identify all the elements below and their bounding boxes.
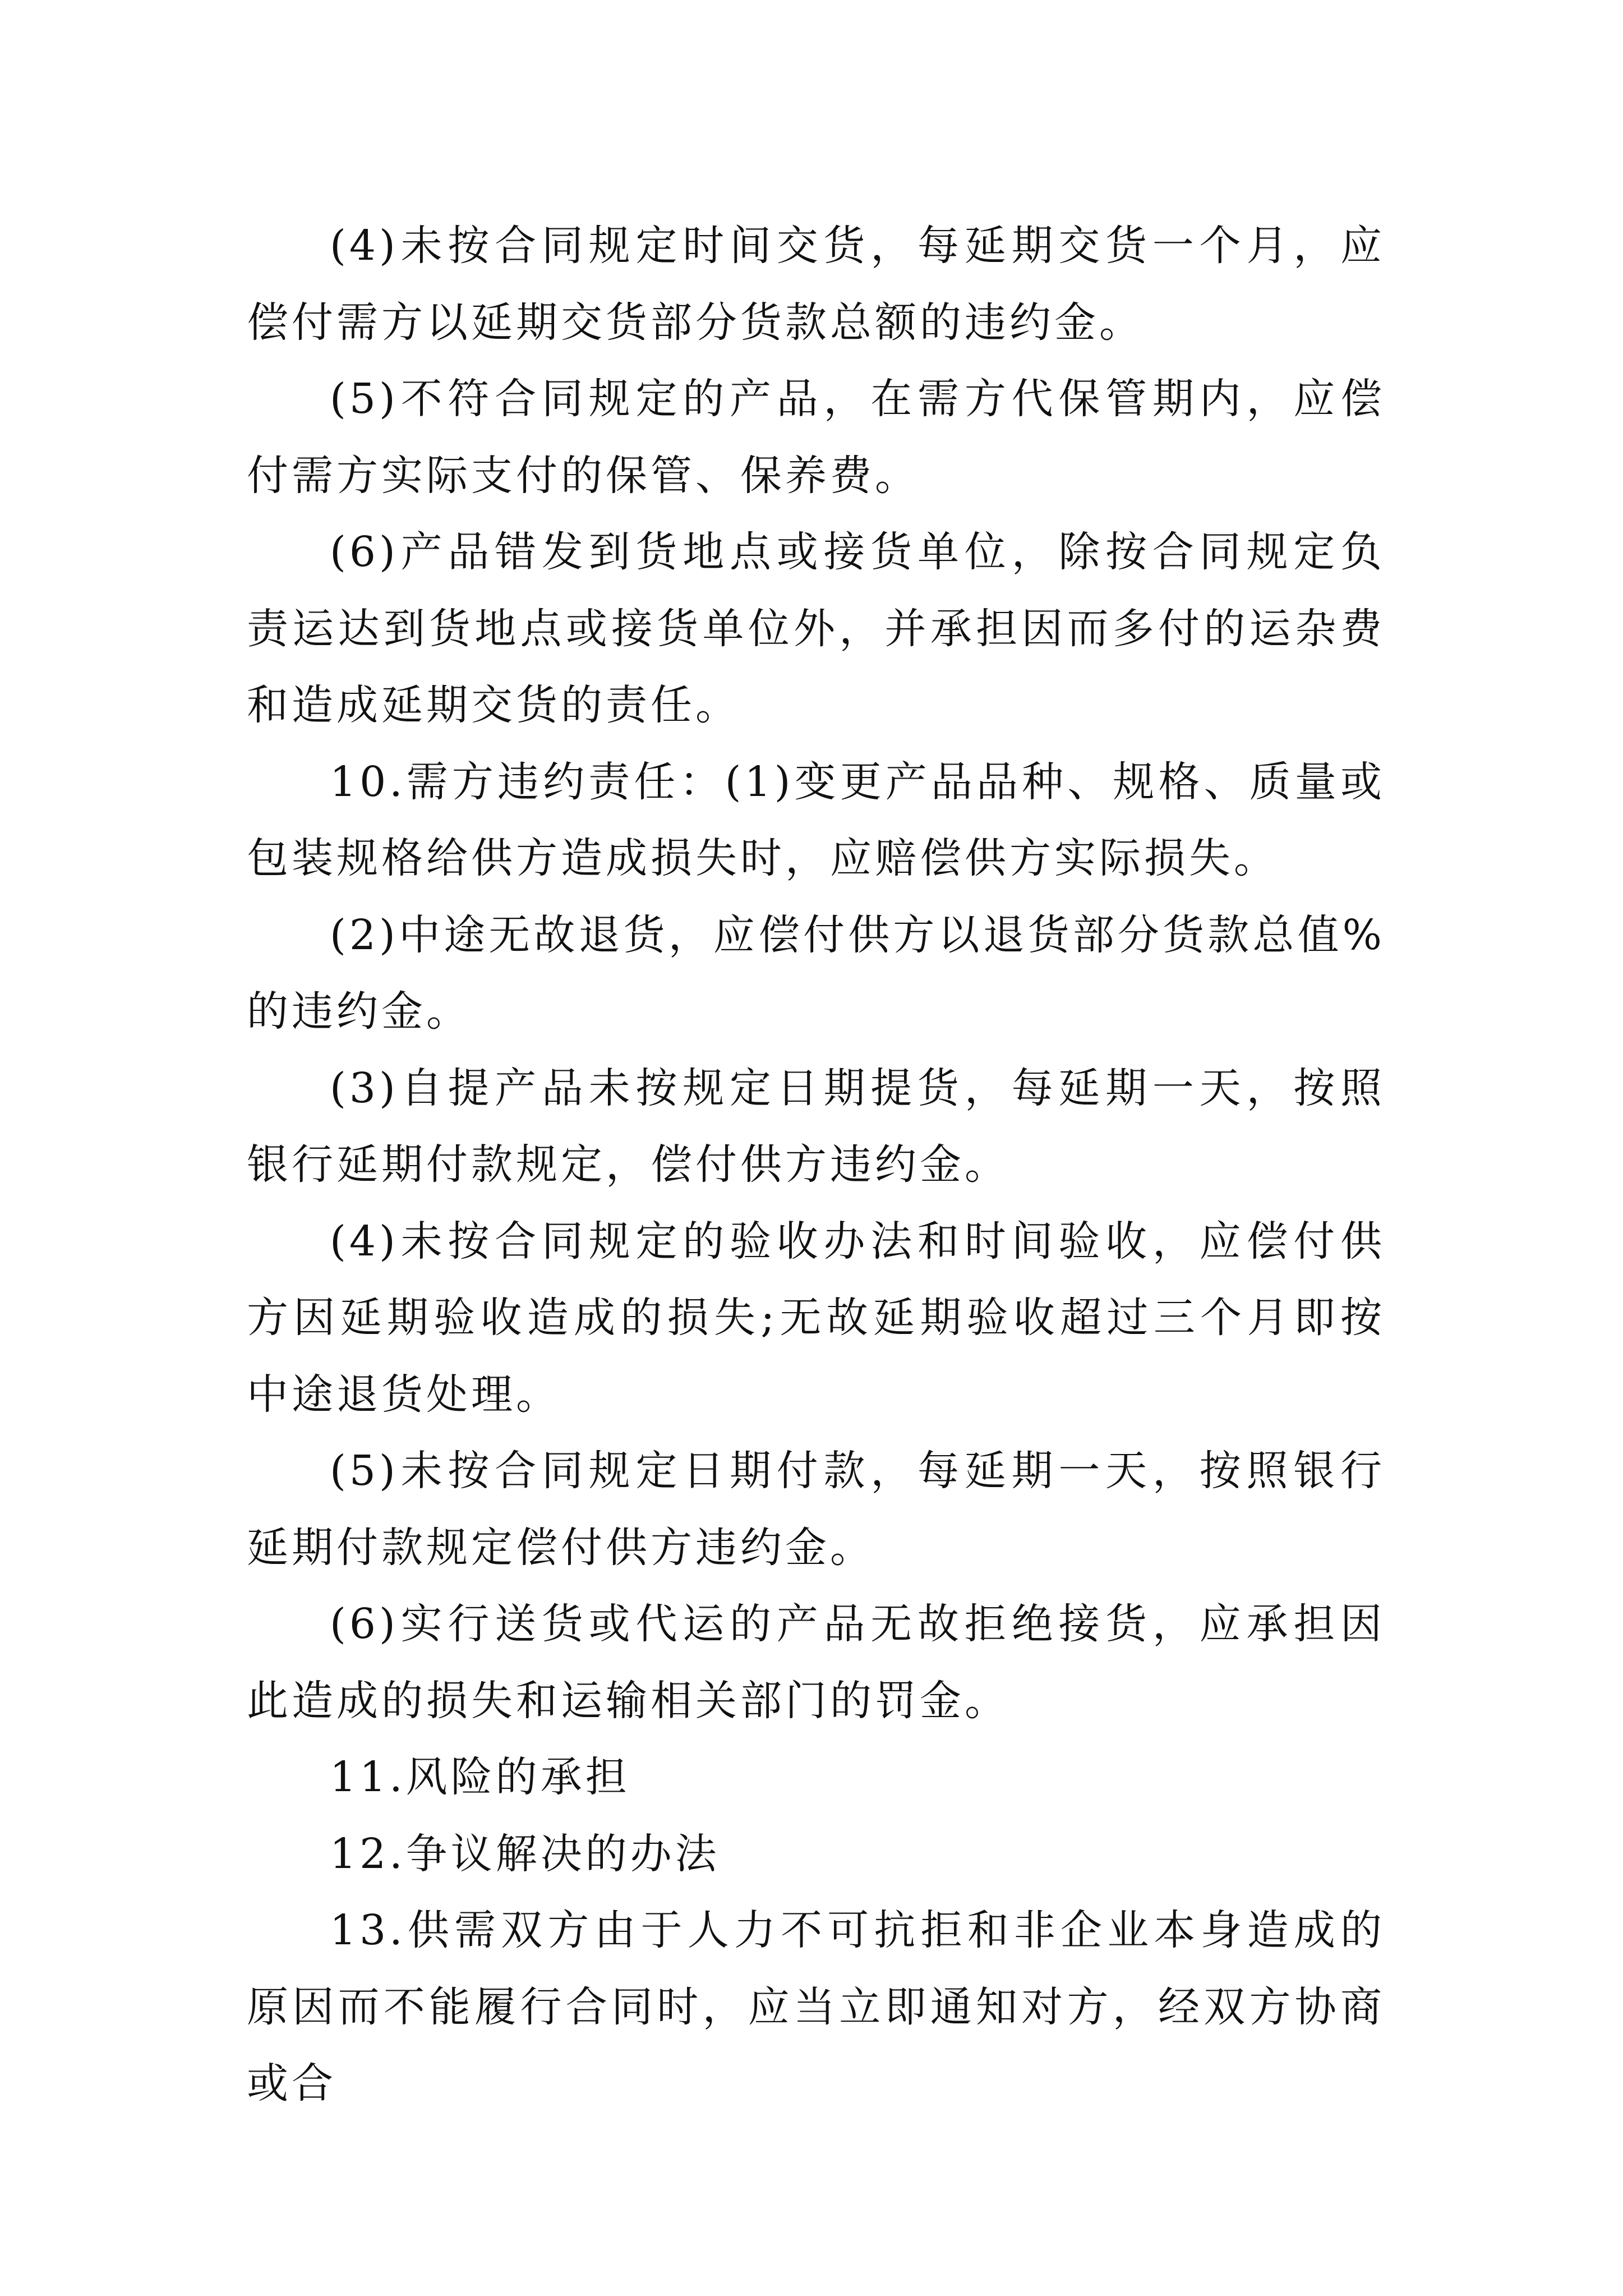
paragraph-supplier-nonconforming-storage: (5)不符合同规定的产品，在需方代保管期内，应偿付需方实际支付的保管、保养费。 (247, 375, 1385, 500)
paragraph-dispute-resolution: 12.争议解决的办法 (330, 1829, 720, 1878)
paragraph-buyer-late-inspection: (4)未按合同规定的验收办法和时间验收，应偿付供方因延期验收造成的损失;无故延期验收超过三个月即按中途退货处理。 (247, 1217, 1385, 1419)
paragraph-supplier-late-delivery: (4)未按合同规定时间交货，每延期交货一个月，应偿付需方以延期交货部分货款总额的违约金。 (247, 222, 1385, 347)
paragraph-buyer-refuse-delivery: (6)实行送货或代运的产品无故拒绝接货，应承担因此造成的损失和运输相关部门的罚金。 (247, 1600, 1385, 1725)
paragraph-buyer-breach-change: 10.需方违约责任：(1)变更产品品种、规格、质量或包装规格给供方造成损失时，应赔偿供方实际损失。 (247, 757, 1385, 882)
document-body (247, 208, 1385, 2122)
paragraph-buyer-late-payment: (5)未按合同规定日期付款，每延期一天，按照银行延期付款规定偿付供方违约金。 (247, 1447, 1385, 1572)
paragraph-supplier-wrong-destination: (6)产品错发到货地点或接货单位，除按合同规定负责运达到货地点或接货单位外，并承担因而多付的运杂费和造成延期交货的责任。 (247, 528, 1385, 729)
paragraph-force-majeure: 13.供需双方由于人力不可抗拒和非企业本身造成的原因而不能履行合同时，应当立即通知对方，经双方协商或合 (247, 1906, 1385, 2108)
paragraph-buyer-return-goods: (2)中途无故退货，应偿付供方以退货部分货款总值%的违约金。 (247, 910, 1385, 1036)
paragraph-risk-bearing: 11.风险的承担 (330, 1753, 630, 1801)
paragraph-buyer-late-pickup: (3)自提产品未按规定日期提货，每延期一天，按照银行延期付款规定，偿付供方违约金。 (247, 1064, 1385, 1189)
